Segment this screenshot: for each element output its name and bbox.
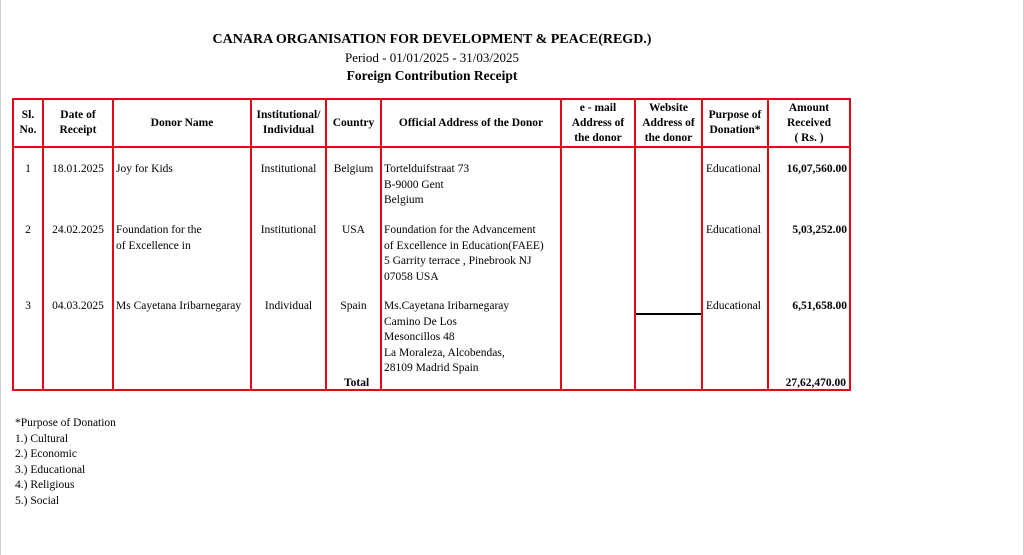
row2-date: 24.02.2025 [52, 224, 104, 236]
legend-item: 2.) Economic [15, 448, 77, 460]
row1-country: Belgium [333, 163, 374, 175]
website-cell-underline [636, 313, 701, 315]
row3-purpose: Educational [706, 300, 761, 312]
row2-donor: Foundation for the of Excellence in [116, 224, 202, 252]
col-header-website: Website Address of the donor [642, 101, 695, 144]
row3-address: Ms.Cayetana Iribarnegaray Camino De Los Mesoncillos 48 La Moraleza, Alcobendas, 28109 Madrid Spain [384, 300, 510, 374]
row1-type: Institutional [260, 163, 317, 175]
legend-item: 5.) Social [15, 494, 60, 507]
col-header-purpose: Purpose of Donation* [708, 109, 762, 136]
col-header-donor-name: Donor Name [150, 116, 214, 129]
row3-donor: Ms Cayetana Iribarnegaray [116, 300, 242, 312]
organisation-name: CANARA ORGANISATION FOR DEVELOPMENT & PEACE(REGD.) [212, 32, 652, 47]
row1-sl: 1 [25, 163, 31, 175]
row2-address: Foundation for the Advancement of Excellence in Education(FAEE) 5 Garrity terrace , Pinebrook NJ 07058 USA [384, 224, 544, 283]
col-header-country: Country [332, 116, 375, 129]
col-header-email: e - mail Address of the donor [571, 101, 625, 144]
row3-country: Spain [340, 300, 367, 312]
row1-purpose: Educational [706, 163, 761, 175]
page-edge-left [0, 0, 1, 555]
col-header-date: Date of Receipt [59, 109, 97, 136]
row3-date: 04.03.2025 [52, 300, 104, 312]
row2-purpose: Educational [706, 224, 761, 236]
row3-type: Individual [264, 300, 313, 312]
col-header-amount: Amount Received ( Rs. ) [786, 101, 832, 144]
legend-heading: *Purpose of Donation [15, 417, 116, 429]
legend-item: 1.) Cultural [15, 432, 69, 445]
row2-sl: 2 [25, 224, 31, 236]
legend-item: 3.) Educational [15, 463, 86, 476]
document-title: Foreign Contribution Receipt [346, 68, 518, 83]
row1-address: Tortelduifstraat 73 B-9000 Gent Belgium [384, 163, 470, 206]
total-amount: 27,62,470.00 [785, 377, 846, 389]
row1-date: 18.01.2025 [52, 163, 104, 175]
col-header-type: Institutional/ Individual [256, 109, 321, 136]
row2-type: Institutional [260, 224, 317, 236]
row1-amount: 16,07,560.00 [786, 163, 847, 175]
header-divider [12, 146, 851, 148]
row1-donor: Joy for Kids [116, 163, 173, 175]
legend-item: 4.) Religious [15, 479, 75, 491]
row2-amount: 5,03,252.00 [792, 224, 847, 236]
row2-country: USA [341, 224, 365, 236]
period-text: Period - 01/01/2025 - 31/03/2025 [344, 50, 520, 65]
col-header-address: Official Address of the Donor [398, 116, 544, 129]
total-label: Total [344, 377, 370, 389]
row3-sl: 3 [25, 300, 31, 312]
purpose-legend [15, 416, 116, 509]
col-header-sl-no: Sl. No. [19, 109, 37, 136]
row3-amount: 6,51,658.00 [792, 300, 847, 312]
